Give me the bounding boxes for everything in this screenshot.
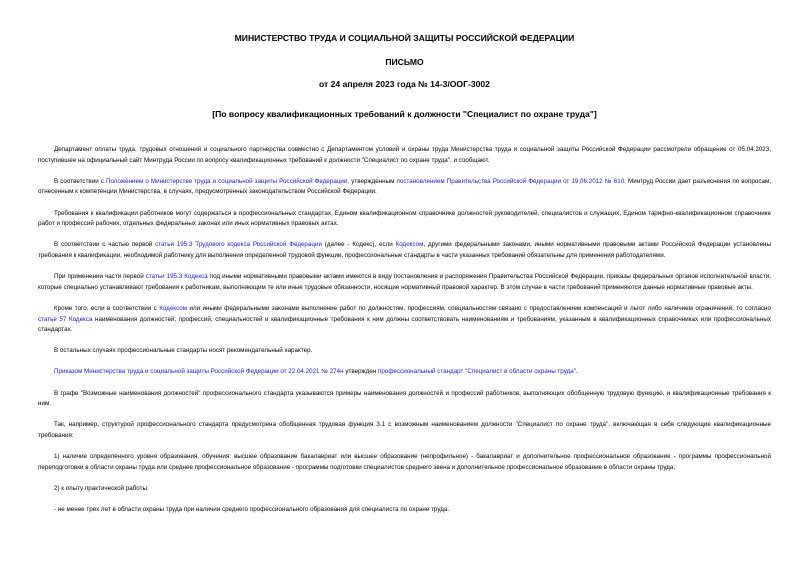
document-type: ПИСЬМО: [385, 57, 424, 67]
link-code[interactable]: Кодексом: [159, 304, 188, 312]
paragraph-12: 2) к опыту практической работы:: [54, 485, 149, 492]
paragraph-2: В соответствии с Положением о Министерстве труда и социальной защиты Российской Федерации, утвержденным постановлением Правительства Российской Федерации от 19.06.2012 № 610, Минтруд России дает разъяснения по вопросам, отнесенным к компетенции Министерства, в случаях, предусмотренных законодательством Российской Федерации.: [38, 177, 772, 196]
link-article-195-3-labor-code[interactable]: статьи 195.3 Трудового кодекса Российской Федерации: [155, 241, 322, 249]
paragraph-3: Требования к квалификации работников могут содержаться в профессиональных стандартах, Едином квалификационном справочнике должностей руководителей, специалистов и служащих, Едином тарифно-квалификационном справочнике работ и профессий рабочих, отдельных федеральных законах или иных нормативных правовых актах.: [38, 209, 771, 228]
paragraph-13: - не менее трех лет в области охраны труда при наличии среднего профессионального образования для специалиста по охране труда.: [54, 506, 450, 514]
link-labor-code[interactable]: Кодексом: [395, 241, 424, 249]
document-date-number: от 24 апреля 2023 года № 14-3/ООГ-3002: [319, 79, 490, 89]
link-order-274n[interactable]: Приказом Министерства труда и социальной защиты Российской Федерации от 22.04.2021 № 274н: [54, 368, 344, 376]
paragraph-1: Департамент оплаты труда, трудовых отношений и социального партнерства совместно с Департаментом условий и охраны труда Министерства труда и социальной защиты Российской Федерации рассмотрели обращение от 05.04.2023, поступившее на официальный сайт Минтруда России по вопросу квалификационных требований к должности "Специалист по охране труда", и сообщают.: [38, 146, 771, 164]
link-article-195-3-code[interactable]: статьи 195.3 Кодекса: [145, 273, 208, 281]
document-body: [38, 145, 771, 516]
link-article-57-code[interactable]: статье 57 Кодекса: [38, 315, 93, 323]
paragraph-11: 1) наличие определенного уровня образования, обучения: высшее образование бакалавриат или высшее образование (непрофильное) - бакалавриат и дополнительное профессиональное образование - программы профессиональной переподготовки в области охраны труда или среднее профессиональное образование - программы подготовки специалистов среднего звена и дополнительное профессиональное образование в области охраны труда;: [38, 453, 771, 471]
paragraph-8: Приказом Министерства труда и социальной защиты Российской Федерации от 22.04.2021 № 274н утвержден профессиональный стандарт "Специалист в области охраны труда".: [54, 368, 578, 376]
paragraph-4: В соответствии с частью первой статьи 195.3 Трудового кодекса Российской Федерации (далее - Кодекс), если Кодексом, другими федеральными законами, иными нормативными правовыми актами Российской Федерации установлены требования к квалификации, необходимой работнику для выполнения определенной трудовой функции, профессиональные стандарты в части указанных требований обязательны для применения работодателями.: [38, 241, 771, 259]
link-government-resolution-610[interactable]: постановлением Правительства Российской Федерации от 19.06.2012 № 610: [396, 177, 625, 185]
paragraph-7: В остальных случаях профессиональные стандарты носят рекомендательный характер.: [54, 347, 313, 355]
document-subject: [По вопросу квалификационных требований к должности "Специалист по охране труда"]: [212, 109, 597, 119]
ministry-heading: МИНИСТЕРСТВО ТРУДА И СОЦИАЛЬНОЙ ЗАЩИТЫ РОССИЙСКОЙ ФЕДЕРАЦИИ: [234, 33, 575, 43]
link-ministry-regulation[interactable]: Положением о Министерстве труда и социальной защиты Российской Федерации: [105, 177, 348, 185]
link-professional-standard[interactable]: профессиональный стандарт "Специалист в области охраны труда": [378, 368, 576, 376]
paragraph-10: Так, например, структурой профессионального стандарта предусмотрена обобщенная трудовая функция 3.1 с возможным наименованием должности "Специалист по охране труда", включающая в себя следующие квалификационные требования:: [38, 421, 771, 440]
paragraph-9: В графе "Возможные наименования должностей" профессионального стандарта указываются примеры наименования должностей и профессий работников, выполняющих обобщенную трудовую функцию, и квалификационные требования к ним.: [38, 389, 771, 408]
paragraph-5: При применении части первой статьи 195.3 Кодекса под иными нормативными правовыми актами имеются в виду постановления и распоряжения Правительства Российской Федерации, приказы федеральных органов исполнительной власти, которые специально устанавливают требования к работникам, выполняющим те или иные трудовые обязанности, носящие нормативный правовой характер. В этом случае в части требований применяются данные нормативные правовые акты.: [38, 273, 771, 291]
paragraph-6: Кроме того, если в соответствии с Кодексом или иными федеральными законами выполнение работ по должностям, профессиям, специальностям связано с предоставлением компенсаций и льгот либо наличием ограничений, то согласно статье 57 Кодекса наименования должностей, профессий, специальностей и квалификационные требования к ним должны соответствовать наименованиям и требованиям, указанным в квалификационных справочниках или профессиональных стандартах.: [38, 304, 771, 334]
